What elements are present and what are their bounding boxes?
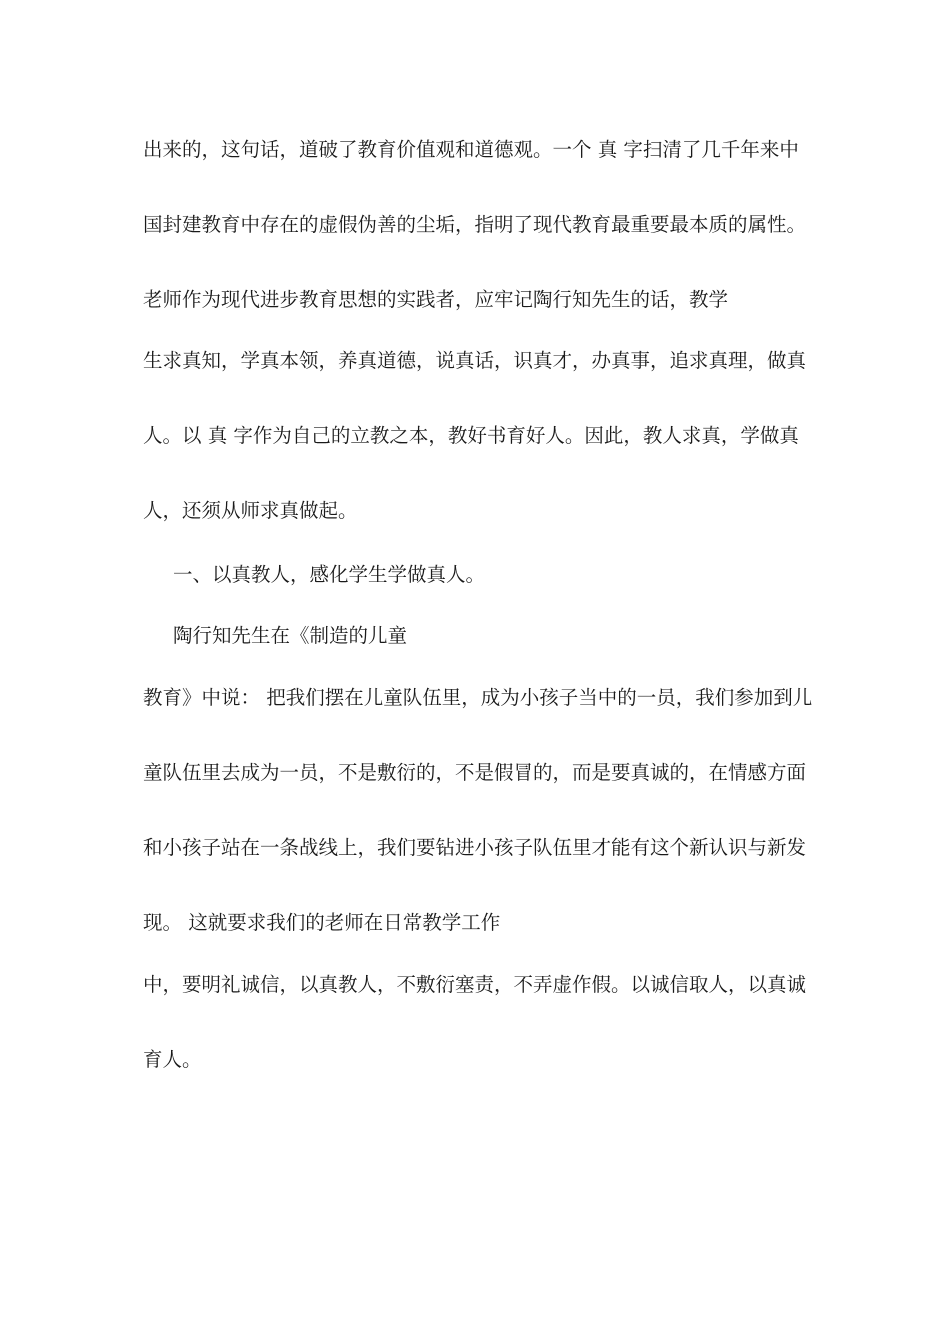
body-text-line: 陶行知先生在《制造的儿童 — [173, 624, 408, 647]
body-text-line: 教育》中说： 把我们摆在儿童队伍里，成为小孩子当中的一员，我们参加到儿 — [143, 686, 813, 709]
body-text-line: 人，还须从师求真做起。 — [143, 499, 358, 522]
body-text-line: 老师作为现代进步教育思想的实践者，应牢记陶行知先生的话，教学 — [143, 288, 729, 311]
body-text-line: 生求真知，学真本领，养真道德，说真话，识真才，办真事，追求真理，做真 — [143, 349, 807, 372]
body-text-line: 国封建教育中存在的虚假伪善的尘垢，指明了现代教育最重要最本质的属性。 — [143, 213, 807, 236]
body-text-line: 现。 这就要求我们的老师在日常教学工作 — [143, 911, 501, 934]
body-text-line: 育人。 — [143, 1048, 202, 1071]
body-text-line: 中，要明礼诚信，以真教人，不敷衍塞责，不弄虚作假。以诚信取人，以真诚 — [143, 973, 807, 996]
body-text-line: 和小孩子站在一条战线上，我们要钻进小孩子队伍里才能有这个新认识与新发 — [143, 836, 807, 859]
body-text-line: 人。以 真 字作为自己的立教之本，教好书育好人。因此，教人求真，学做真 — [143, 424, 799, 447]
body-text-line: 出来的，这句话，道破了教育价值观和道德观。一个 真 字扫清了几千年来中 — [143, 138, 799, 161]
body-text-line: 童队伍里去成为一员，不是敷衍的，不是假冒的，而是要真诚的，在情感方面 — [143, 761, 807, 784]
section-heading: 一、以真教人，感化学生学做真人。 — [173, 563, 486, 586]
